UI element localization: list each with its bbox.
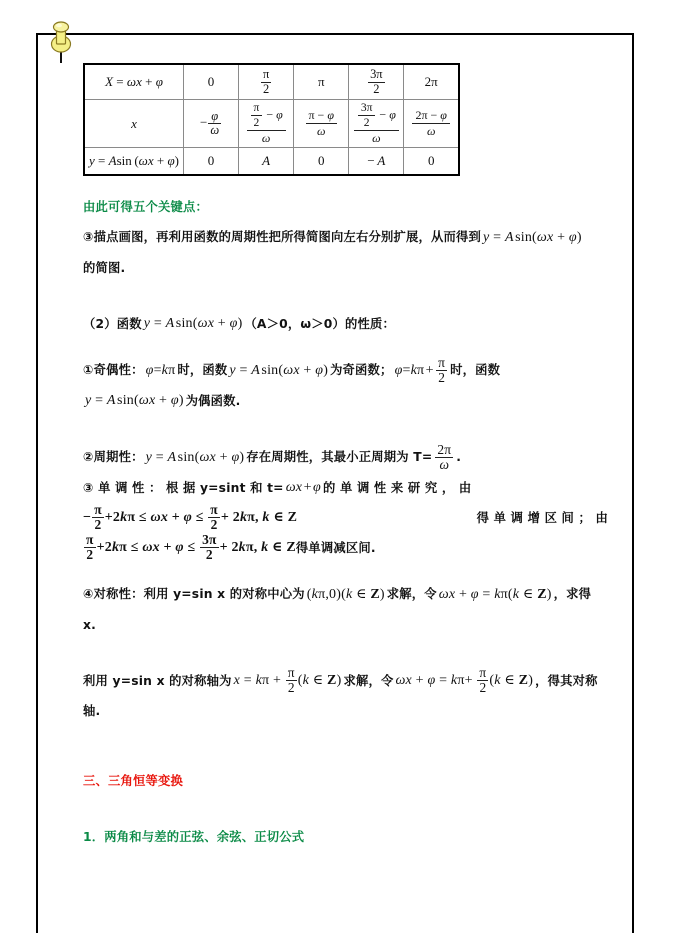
symmetry-paragraph [83, 579, 608, 610]
table-cell: 0 [184, 148, 239, 176]
table-cell: $\frac{2\pi - \varphi}{\omega}$ [404, 100, 459, 148]
table-row [84, 64, 459, 100]
monotonicity-label: ③ 单 调 性 ： 根 据 y=sint 和 t= [83, 480, 284, 495]
step-3-text: ③描点画图，再利用函数的周期性把所得简图向左右分别扩展，从而得到 [83, 230, 482, 245]
parity-paragraph [83, 355, 608, 386]
symmetry-text-2: ，求得 [553, 587, 592, 602]
formula-symmetry-center: (kπ,0)(k ∈ Z) [306, 586, 385, 602]
formula-omega-x-phi: ωx + φ [285, 480, 321, 496]
table-cell-header-label: x [84, 100, 184, 148]
formula-asin-inline: y = A sin(ωx + φ) [143, 316, 243, 332]
table-cell: 0 [404, 148, 459, 176]
table-cell: − A [349, 148, 404, 176]
heading-section-3: 三、三角恒等变换 [83, 774, 183, 789]
symmetry-axis-text-3: 轴. [83, 704, 101, 719]
symmetry-axis-paragraph [83, 666, 608, 697]
step-3-paragraph [83, 222, 608, 253]
table-cell: 0 [294, 148, 349, 176]
section-2-mid: （A＞0，ω＞0）的性质： [244, 316, 396, 331]
monotonicity-text-1: 的 单 调 性 来 研 究 ， 由 [323, 480, 472, 495]
formula-two-pi-over-omega: $\frac{2\pi}{\omega}$ [437, 441, 452, 472]
table-row [84, 100, 459, 148]
formula-asin-inline: y = A sin(ωx + φ) [483, 229, 582, 245]
period-text-2: . [456, 450, 462, 465]
formula-asin-inline: y = A sin(ωx + φ) [85, 393, 184, 409]
decreasing-interval-row [83, 533, 608, 563]
formula-omega-eq-kpi: ωx + φ = kπ(k ∈ Z) [438, 586, 552, 602]
period-paragraph [83, 442, 608, 473]
formula-decreasing-interval: $\frac{\pi}{2}$ +2kπ ≤ ωx + φ ≤ $\frac{3\pi}{2}$ + 2kπ, k ∈ Z [86, 532, 296, 563]
parity-text-4: 为偶函数. [185, 393, 241, 408]
formula-increasing-interval: − $\frac{\pi}{2}$ +2kπ ≤ ωx + φ ≤ $\frac{\pi}{2}$ + 2kπ, k ∈ Z [83, 502, 298, 533]
monotonicity-paragraph [83, 473, 608, 504]
period-text-1: 存在周期性，其最小正周期为 T= [246, 450, 433, 465]
symmetry-text-1: 求解，令 [386, 587, 437, 602]
formula-asin-inline: y = A sin(ωx + φ) [145, 449, 245, 465]
parity-text-2: 为奇函数； [330, 363, 393, 378]
increasing-interval-row [83, 503, 608, 533]
table-cell: 0 [184, 64, 239, 100]
table-cell: A [239, 148, 294, 176]
step-3-tail: 的简图. [83, 260, 126, 275]
table-cell-header-label: X = ωx + φ [84, 64, 184, 100]
monotonicity-text-3: 得单调减区间. [295, 541, 376, 556]
five-key-points-table [83, 63, 460, 176]
parity-label: ①奇偶性： [83, 363, 144, 378]
formula-axis-x: x = kπ + $\frac{\pi}{2}$ (k ∈ Z) [233, 665, 342, 696]
symmetry-label: ④对称性：利用 y=sin x 的对称中心为 [83, 587, 305, 602]
heading-sub-1: 1．两角和与差的正弦、余弦、正切公式 [83, 830, 305, 845]
keypoints-note: 由此可得五个关键点： [83, 200, 208, 215]
table-row [84, 148, 459, 176]
parity-text-3: 时，函数 [450, 363, 501, 378]
monotonicity-text-2: 得 单 调 增 区 间 ； 由 [476, 511, 608, 526]
symmetry-axis-text-1: 求解，令 [343, 673, 394, 688]
table-cell: $\frac{\pi}{2}$ [239, 64, 294, 100]
period-label: ②周期性： [83, 450, 144, 465]
formula-axis-omega: ωx + φ = kπ+ $\frac{\pi}{2}$ (k ∈ Z) [395, 665, 534, 696]
table-cell: 2π [404, 64, 459, 100]
table-cell: − $\frac{\varphi}{\omega}$ [184, 100, 239, 148]
formula-asin-inline: y = A sin(ωx + φ) [229, 362, 329, 378]
table-cell: $\frac{\pi}{2}$ − φ ω [239, 100, 294, 148]
formula-phi-kpi-half: φ=kπ + $\frac{\pi}{2}$ [394, 354, 446, 385]
section-2-prefix: （2）函数 [83, 316, 142, 331]
parity-text-1: 时，函数 [177, 363, 228, 378]
table-cell: $\frac{3\pi}{2}$ [349, 64, 404, 100]
document-content [36, 33, 634, 852]
pushpin-icon [47, 18, 75, 64]
symmetry-text-3: x. [83, 617, 97, 632]
symmetry-axis-text-2: ，得其对称 [535, 673, 598, 688]
table-cell: π [294, 64, 349, 100]
section-2-properties [83, 309, 608, 340]
formula-phi-kpi: φ=kπ [145, 362, 176, 378]
table-cell: $\frac{\pi - \varphi}{\omega}$ [294, 100, 349, 148]
table-cell-header-label: y = Asin (ωx + φ) [84, 148, 184, 176]
symmetry-axis-label: 利用 y=sin x 的对称轴为 [83, 673, 232, 688]
table-cell: $\frac{3\pi}{2}$ − φ ω [349, 100, 404, 148]
parity-paragraph-cont [83, 386, 608, 417]
